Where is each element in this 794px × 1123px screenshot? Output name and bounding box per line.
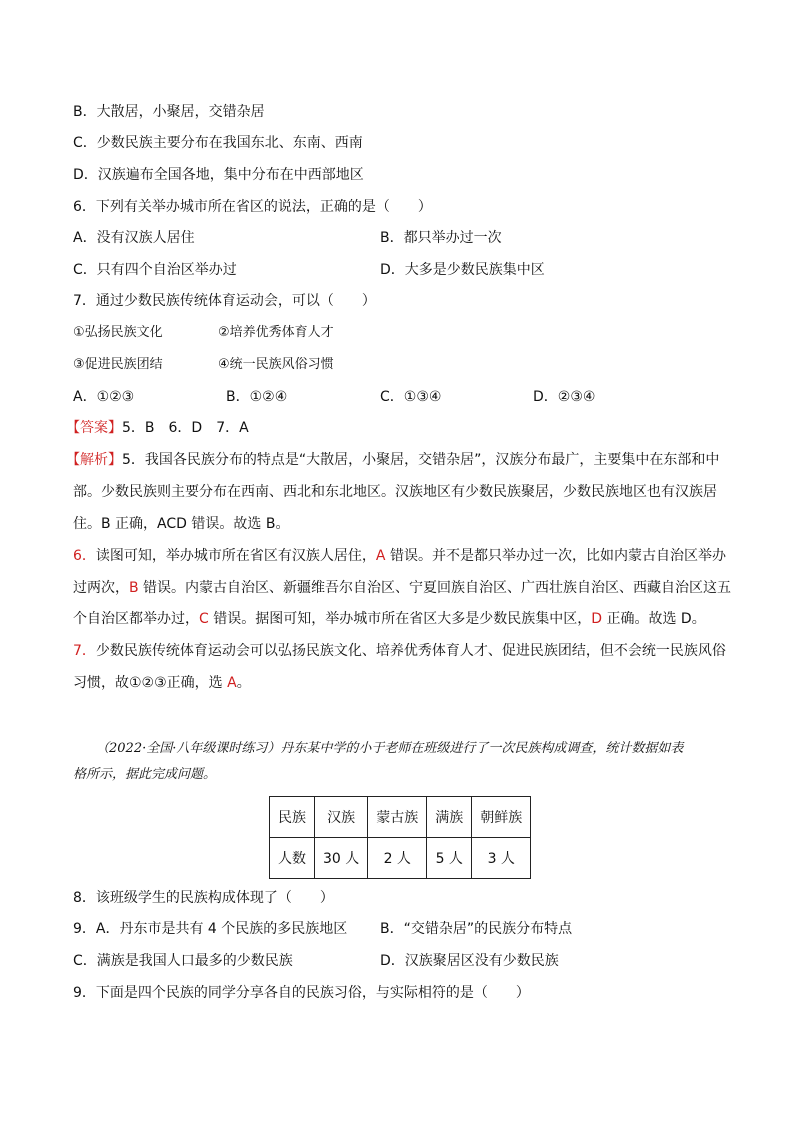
q9-option-a: 9．A．丹东市是共有 4 个民族的多民族地区 — [73, 921, 348, 937]
analysis-7-num: 7． — [73, 643, 96, 659]
analysis-7-text: 习惯，故①②③正确，选 — [73, 675, 228, 691]
analysis-6-letter-d: D — [591, 611, 603, 627]
source-line-1: （2022·全国·八年级课时练习）丹东某中学的小于老师在班级进行了一次民族构成调查，统计数据如表 — [96, 741, 684, 756]
q6-option-b: B．都只举办过一次 — [380, 230, 502, 246]
table-cell: 满族 — [427, 797, 472, 838]
table-cell: 人数 — [270, 838, 315, 879]
q7-option-a: A．①②③ — [73, 389, 135, 405]
q8-stem: 8．该班级学生的民族构成体现了（ ） — [73, 890, 334, 906]
analysis-5-line-3: 住。B 正确，ACD 错误。故选 B。 — [73, 516, 290, 532]
analysis-7-line-1 — [73, 641, 726, 661]
q7-stem: 7．通过少数民族传统体育运动会，可以（ ） — [73, 293, 376, 309]
analysis-5-line-2: 部。少数民族则主要分布在西南、西北和东北地区。汉族地区有少数民族聚居，少数民族地区也有汉族居 — [73, 484, 717, 500]
answer-line — [66, 418, 249, 438]
analysis-6-text: 过两次， — [73, 580, 129, 596]
q7-option-b: B．①②④ — [226, 389, 288, 405]
analysis-7-text: 少数民族传统体育运动会可以弘扬民族文化、培养优秀体育人才、促进民族团结，但不会统一民族风俗 — [95, 643, 726, 659]
analysis-6-line-1 — [73, 546, 726, 566]
q6-option-c: C．只有四个自治区举办过 — [73, 262, 237, 278]
table-cell: 3 人 — [472, 838, 531, 879]
analysis-5-line-1: 5．我国各民族分布的特点是“大散居，小聚居，交错杂居”，汉族分布最广，主要集中在东部和中 — [122, 452, 720, 468]
analysis-6-text: 个自治区都举办过， — [73, 611, 199, 627]
q9-option-d: D．汉族聚居区没有少数民族 — [380, 953, 559, 969]
table-cell: 2 人 — [368, 838, 427, 879]
analysis-7-line-2 — [73, 673, 251, 693]
analysis-6-text: 错误。并不是都只举办过一次，比如内蒙古自治区举办 — [385, 548, 726, 564]
q7-item-2: ②培养优秀体育人才 — [218, 325, 334, 340]
analysis-6-num: 6． — [73, 548, 96, 564]
table-cell: 朝鲜族 — [472, 797, 531, 838]
analysis-6-text: 错误。内蒙古自治区、新疆维吾尔自治区、宁夏回族自治区、广西壮族自治区、西藏自治区这五 — [138, 580, 732, 596]
analysis-6-text: 错误。据图可知，举办城市所在省区大多是少数民族集中区， — [208, 611, 592, 627]
q7-item-4: ④统一民族风俗习惯 — [218, 357, 334, 372]
q7-item-1: ①弘扬民族文化 — [73, 325, 163, 340]
q5-option-c: C．少数民族主要分布在我国东北、东南、西南 — [73, 135, 363, 151]
q7-option-c: C．①③④ — [380, 389, 442, 405]
table-header-row — [270, 797, 531, 838]
analysis-6-letter-c: C — [199, 611, 209, 627]
q6-option-a: A．没有汉族人居住 — [73, 230, 195, 246]
table-row — [270, 838, 531, 879]
analysis-6-line-2 — [73, 578, 731, 598]
table-cell: 民族 — [270, 797, 315, 838]
analysis-6-letter-a: A — [375, 548, 386, 564]
analysis-6-text: 正确。故选 D。 — [602, 611, 706, 627]
q5-option-d: D．汉族遍布全国各地，集中分布在中西部地区 — [73, 167, 364, 183]
table-cell: 30 人 — [315, 838, 368, 879]
table-cell: 5 人 — [427, 838, 472, 879]
analysis-7-letter-a: A — [227, 675, 237, 691]
q7-item-3: ③促进民族团结 — [73, 357, 163, 372]
q6-option-d: D．大多是少数民族集中区 — [380, 262, 545, 278]
analysis-7-text: 。 — [236, 675, 251, 691]
table-cell: 汉族 — [315, 797, 368, 838]
q9-option-c: C．满族是我国人口最多的少数民族 — [73, 953, 293, 969]
answer-text: 5．B 6．D 7．A — [122, 420, 249, 436]
ethnic-survey-table — [269, 796, 531, 879]
analysis-line-1 — [66, 450, 719, 470]
analysis-6-letter-b: B — [129, 580, 139, 596]
q7-option-d: D．②③④ — [533, 389, 596, 405]
analysis-6-text: 读图可知，举办城市所在省区有汉族人居住， — [95, 548, 376, 564]
analysis-tag: 【解析】 — [66, 452, 122, 468]
q9-option-b: B．“交错杂居”的民族分布特点 — [380, 921, 573, 937]
table-cell: 蒙古族 — [368, 797, 427, 838]
analysis-6-line-3 — [73, 609, 706, 629]
q9-stem: 9．下面是四个民族的同学分享各自的民族习俗，与实际相符的是（ ） — [73, 985, 530, 1001]
answer-tag: 【答案】 — [66, 420, 122, 436]
source-line-2: 格所示，据此完成问题。 — [73, 767, 217, 782]
q5-option-b: B．大散居，小聚居，交错杂居 — [73, 104, 265, 120]
q6-stem: 6．下列有关举办城市所在省区的说法，正确的是（ ） — [73, 199, 432, 215]
